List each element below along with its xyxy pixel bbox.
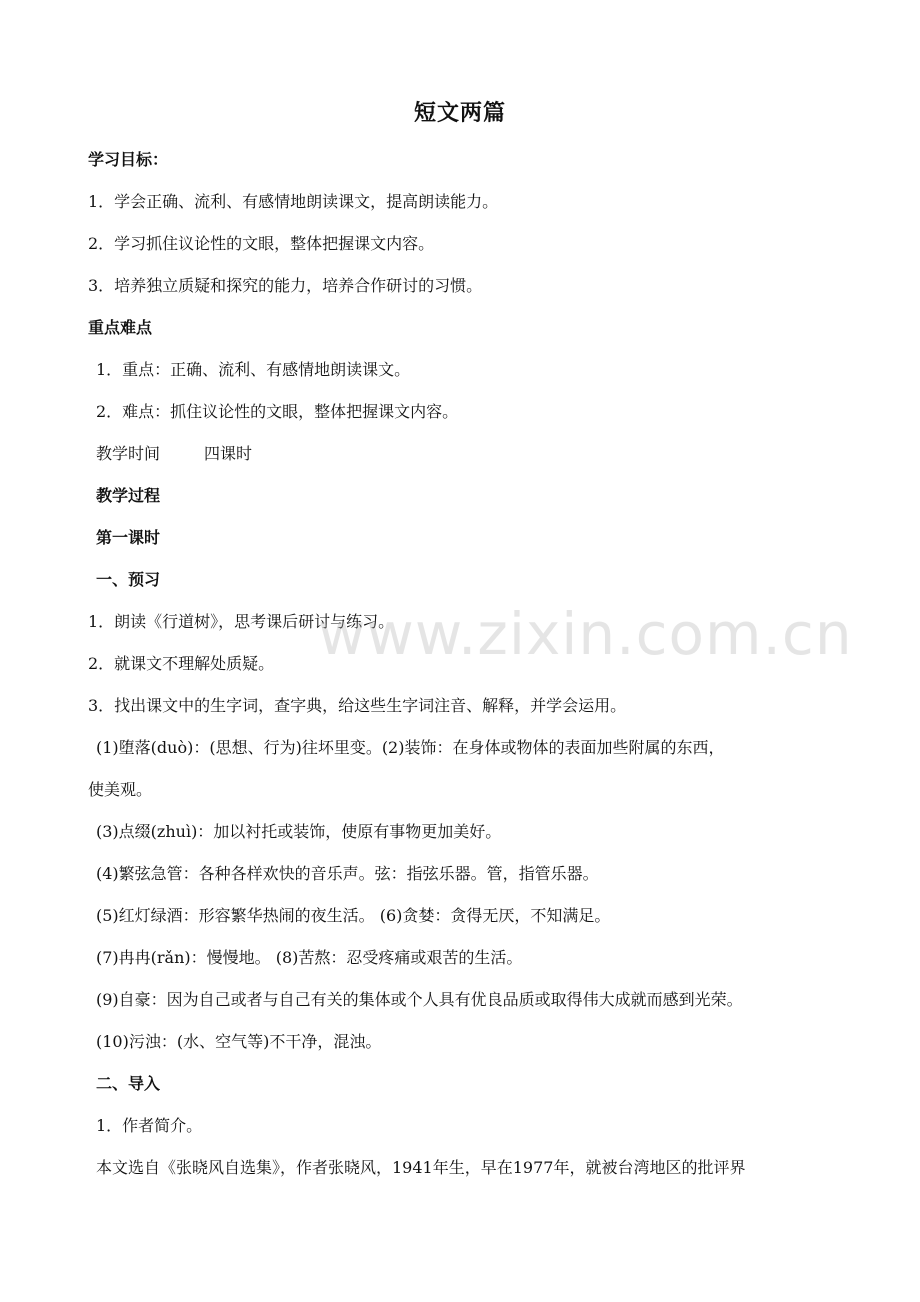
objective-item-3: 3．培养独立质疑和探究的能力，培养合作研讨的习惯。 (88, 276, 483, 295)
preview-heading: 一、预习 (96, 570, 161, 589)
teaching-time-row (96, 443, 252, 465)
vocab-line-2: 使美观。 (88, 780, 153, 799)
intro-heading: 二、导入 (96, 1074, 161, 1093)
vocab-line-1: (1)堕落(duò)：(思想、行为)往坏里变。(2)装饰：在身体或物体的表面加些附属的东西， (96, 738, 725, 757)
objectives-heading: 学习目标： (88, 150, 169, 169)
key-points-heading: 重点难点 (88, 318, 153, 337)
teaching-process-heading: 教学过程 (96, 486, 161, 505)
vocab-line-7: (9)自豪：因为自己或者与自己有关的集体或个人具有优良品质或取得伟大成就而感到光荣。 (96, 990, 743, 1009)
preview-item-3: 3．找出课文中的生字词，查字典，给这些生字词注音、解释，并学会运用。 (88, 696, 627, 715)
vocab-line-3: (3)点缀(zhuì)：加以衬托或装饰，使原有事物更加美好。 (96, 822, 502, 841)
teaching-time-label: 教学时间 (96, 444, 161, 463)
document-title: 短文两篇 (413, 100, 506, 126)
intro-item-1: 1．作者简介。 (96, 1116, 203, 1135)
vocab-line-6: (7)冉冉(rǎn)：慢慢地。 (8)苦熬：忍受疼痛或艰苦的生活。 (96, 948, 523, 967)
objective-item-2: 2．学习抓住议论性的文眼，整体把握课文内容。 (88, 234, 435, 253)
watermark: www.zixin.com.cn (318, 600, 853, 668)
key-point-1: 1．重点：正确、流利、有感情地朗读课文。 (96, 360, 411, 379)
vocab-line-8: (10)污浊：(水、空气等)不干净，混浊。 (96, 1032, 382, 1051)
intro-paragraph: 本文选自《张晓风自选集》，作者张晓风，1941年生，早在1977年，就被台湾地区的批评界 (96, 1158, 746, 1177)
vocab-line-4: (4)繁弦急管：各种各样欢快的音乐声。弦：指弦乐器。管，指管乐器。 (96, 864, 599, 883)
preview-item-1: 1．朗读《行道树》，思考课后研讨与练习。 (88, 612, 395, 631)
preview-item-2: 2．就课文不理解处质疑。 (88, 654, 275, 673)
vocab-line-5: (5)红灯绿酒：形容繁华热闹的夜生活。 (6)贪婪：贪得无厌，不知满足。 (96, 906, 611, 925)
objective-item-1: 1．学会正确、流利、有感情地朗读课文，提高朗读能力。 (88, 192, 499, 211)
lesson-one-heading: 第一课时 (96, 528, 161, 547)
teaching-time-value: 四课时 (204, 444, 253, 463)
key-point-2: 2．难点：抓住议论性的文眼，整体把握课文内容。 (96, 402, 459, 421)
